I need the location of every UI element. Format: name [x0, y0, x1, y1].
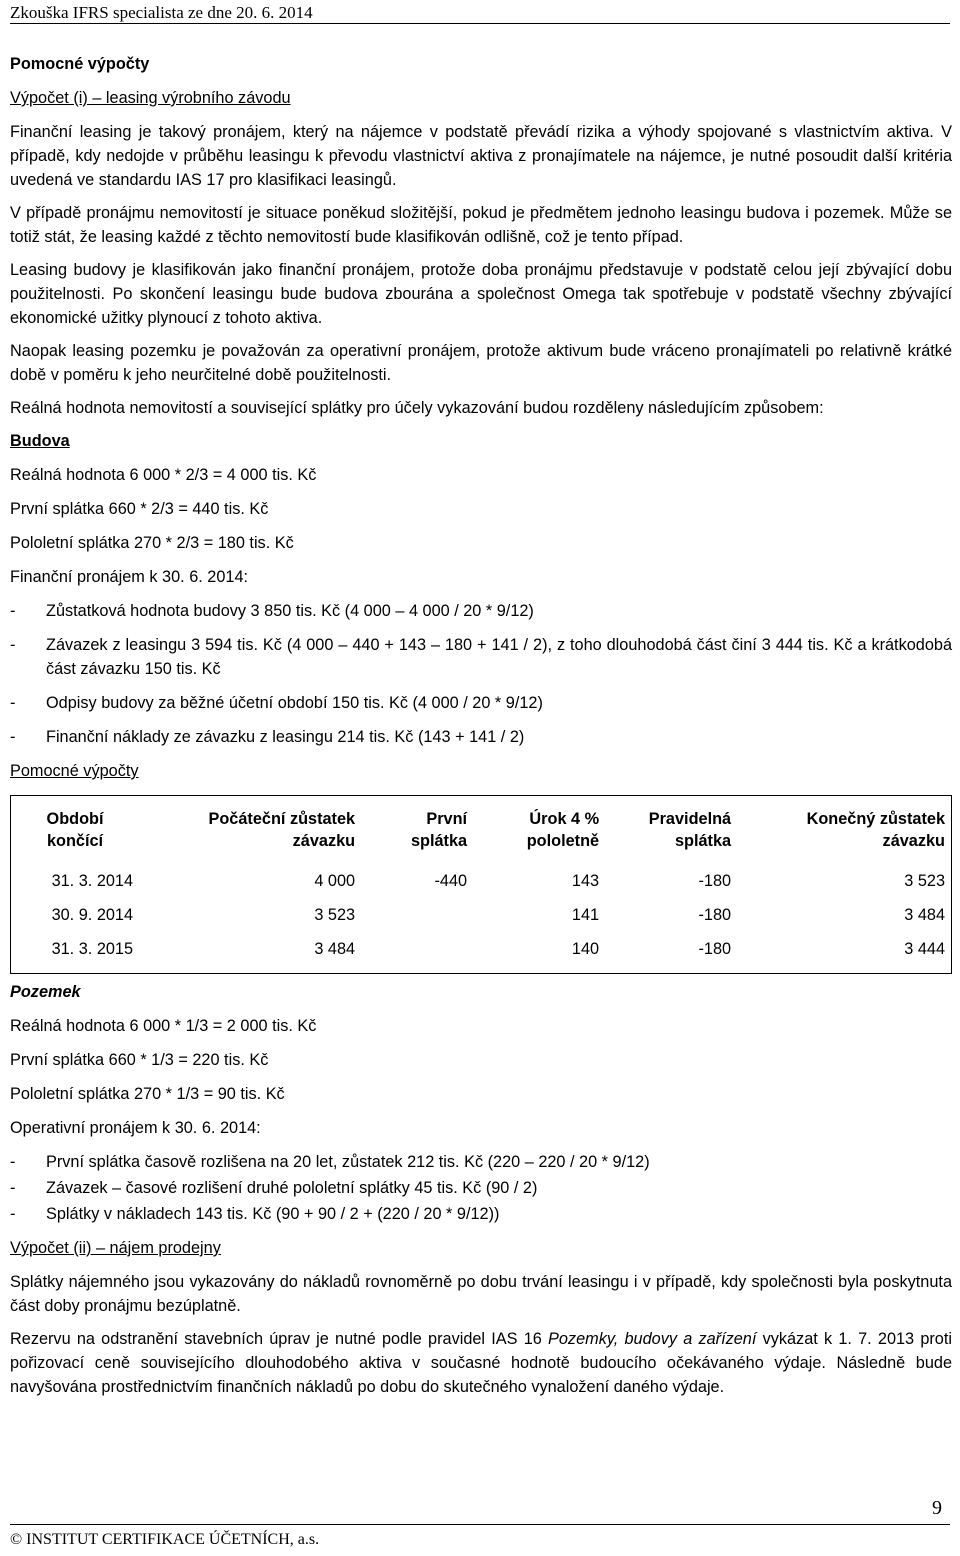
- table-cell: 3 523: [314, 906, 356, 924]
- table-cell: 31. 3. 2014: [51, 872, 134, 890]
- table-header-cell: Úrok 4 % pololetně: [526, 810, 600, 850]
- pozemek-line: Pololetní splátka 270 * 1/3 = 90 tis. Kč: [10, 1085, 285, 1103]
- pozemek-line: První splátka 660 * 1/3 = 220 tis. Kč: [10, 1051, 269, 1069]
- list-item: - Finanční náklady ze závazku z leasingu 214 tis. Kč (143 + 141 / 2): [10, 728, 525, 746]
- paragraph: Finanční leasing je takový pronájem, který na nájemce v podstatě převádí rizika a výhody spojované s vlastnictvím aktiva. V případě, kdy nedojde v průběhu leasingu k převodu vlastnictví aktiva z pronajímatele na nájemce, je nutné posoudit další kritéria uvedená ve standardu IAS 17 pro klasifikaci leasingů.: [10, 123, 952, 189]
- table-row: [11, 898, 952, 932]
- table-header-cell: Období končící: [46, 810, 104, 850]
- table-header-cell: Pravidelná splátka: [648, 810, 732, 850]
- table-cell: -180: [698, 872, 732, 890]
- header-divider: [10, 23, 950, 24]
- calc1-title: Výpočet (i) – leasing výrobního závodu: [10, 89, 291, 107]
- table-cell: 4 000: [314, 872, 356, 890]
- list-item: - Závazek – časové rozlišení druhé pololetní splátky 45 tis. Kč (90 / 2): [10, 1179, 538, 1197]
- table-header-cell: První splátka: [410, 810, 468, 850]
- budova-line: Finanční pronájem k 30. 6. 2014:: [10, 568, 249, 586]
- table-row: [11, 864, 952, 898]
- budova-line: První splátka 660 * 2/3 = 440 tis. Kč: [10, 500, 269, 518]
- paragraph: Naopak leasing pozemku je považován za operativní pronájem, protože aktivum bude vráceno pronajímateli po relativně krátké době v poměru k jeho neurčitelné době použitelnosti.: [10, 342, 952, 384]
- table-cell: 3 444: [904, 940, 945, 958]
- table-cell: 141: [571, 906, 600, 924]
- footer-copyright: © INSTITUT CERTIFIKACE ÚČETNÍCH, a.s.: [10, 1531, 320, 1548]
- paragraph: Leasing budovy je klasifikován jako finanční pronájem, protože doba pronájmu představuje v podstatě celou její zbývající dobu použitelnosti. Po skončení leasingu bude budova zbourána a společnost Omega tak spotřebuje v podstatě všechny zbývající ekonomické užitky plynoucí z tohoto aktiva.: [10, 261, 952, 327]
- footer-divider: [10, 1524, 950, 1525]
- list-item: - Splátky v nákladech 143 tis. Kč (90 + 90 / 2 + (220 / 20 * 9/12)): [10, 1205, 500, 1223]
- table-cell: 3 484: [904, 906, 945, 924]
- ias16-title: Pozemky, budovy a zařízení: [548, 1330, 757, 1348]
- table-cell: 30. 9. 2014: [51, 906, 134, 924]
- pozemek-line: Reálná hodnota 6 000 * 1/3 = 2 000 tis. Kč: [10, 1017, 317, 1035]
- table-cell: 140: [571, 940, 600, 958]
- paragraph: Splátky nájemného jsou vykazovány do nákladů rovnoměrně po dobu trvání leasingu i v případě, kdy společnosti byla poskytnuta část doby pronájmu bezúplatně.: [10, 1273, 952, 1315]
- paragraph-text: vykázat k 1. 7. 2013 proti pořizovací ceně souvisejícího dlouhodobého aktiva v současné hodnotě budoucího očekávaného výdaje. Následně bude navyšována prostřednictvím finančních nákladů po dobu do skutečného vynaložení daného výdaje.: [10, 1330, 952, 1396]
- table-cell: [361, 932, 473, 974]
- aux-title: Pomocné výpočty: [10, 762, 139, 780]
- table-cell: -440: [434, 872, 468, 890]
- table-cell: 3 484: [314, 940, 356, 958]
- paragraph: V případě pronájmu nemovitostí je situace poněkud složitější, pokud je předmětem jednoho leasingu budova i pozemek. Může se totiž stát, že leasing každé z těchto nemovitostí bude klasifikován odlišně, což je tento případ.: [10, 204, 952, 246]
- paragraph-text: Rezervu na odstranění stavebních úprav je nutné podle pravidel IAS 16: [10, 1330, 549, 1348]
- paragraph: Reálná hodnota nemovitostí a související splátky pro účely vykazování budou rozděleny následujícím způsobem:: [10, 399, 824, 417]
- section-title: Pomocné výpočty: [10, 55, 150, 73]
- table-cell: -180: [698, 940, 732, 958]
- table-header-cell: Počáteční zůstatek závazku: [208, 810, 356, 850]
- paragraph: [10, 1327, 952, 1399]
- table-header-row: [11, 796, 952, 865]
- table-cell: [361, 898, 473, 932]
- table-cell: 31. 3. 2015: [51, 940, 134, 958]
- lease-table: [10, 795, 952, 974]
- pozemek-line: Operativní pronájem k 30. 6. 2014:: [10, 1119, 261, 1137]
- table-cell: 143: [571, 872, 600, 890]
- calc2-title: Výpočet (ii) – nájem prodejny: [10, 1239, 221, 1257]
- pozemek-title: Pozemek: [10, 983, 81, 1001]
- page-header: Zkouška IFRS specialista ze dne 20. 6. 2014: [10, 3, 313, 22]
- list-item: - Odpisy budovy za běžné účetní období 150 tis. Kč (4 000 / 20 * 9/12): [10, 694, 543, 712]
- budova-line: Reálná hodnota 6 000 * 2/3 = 4 000 tis. Kč: [10, 466, 317, 484]
- list-item: - Zůstatková hodnota budovy 3 850 tis. Kč (4 000 – 4 000 / 20 * 9/12): [10, 602, 534, 620]
- document-body: [10, 52, 952, 1408]
- budova-title: Budova: [10, 432, 70, 450]
- page-number: 9: [932, 1497, 942, 1519]
- table-header-cell: Konečný zůstatek závazku: [806, 810, 945, 850]
- list-item: - Závazek z leasingu 3 594 tis. Kč (4 000 – 440 + 143 – 180 + 141 / 2), z toho dlouhodobá část činí 3 444 tis. Kč a krátkodobá část závazku 150 tis. Kč: [10, 636, 952, 678]
- list-item: - První splátka časově rozlišena na 20 let, zůstatek 212 tis. Kč (220 – 220 / 20 * 9/12): [10, 1153, 650, 1171]
- table-cell: 3 523: [904, 872, 945, 890]
- table-row: [11, 932, 952, 974]
- budova-line: Pololetní splátka 270 * 2/3 = 180 tis. Kč: [10, 534, 294, 552]
- table-cell: -180: [698, 906, 732, 924]
